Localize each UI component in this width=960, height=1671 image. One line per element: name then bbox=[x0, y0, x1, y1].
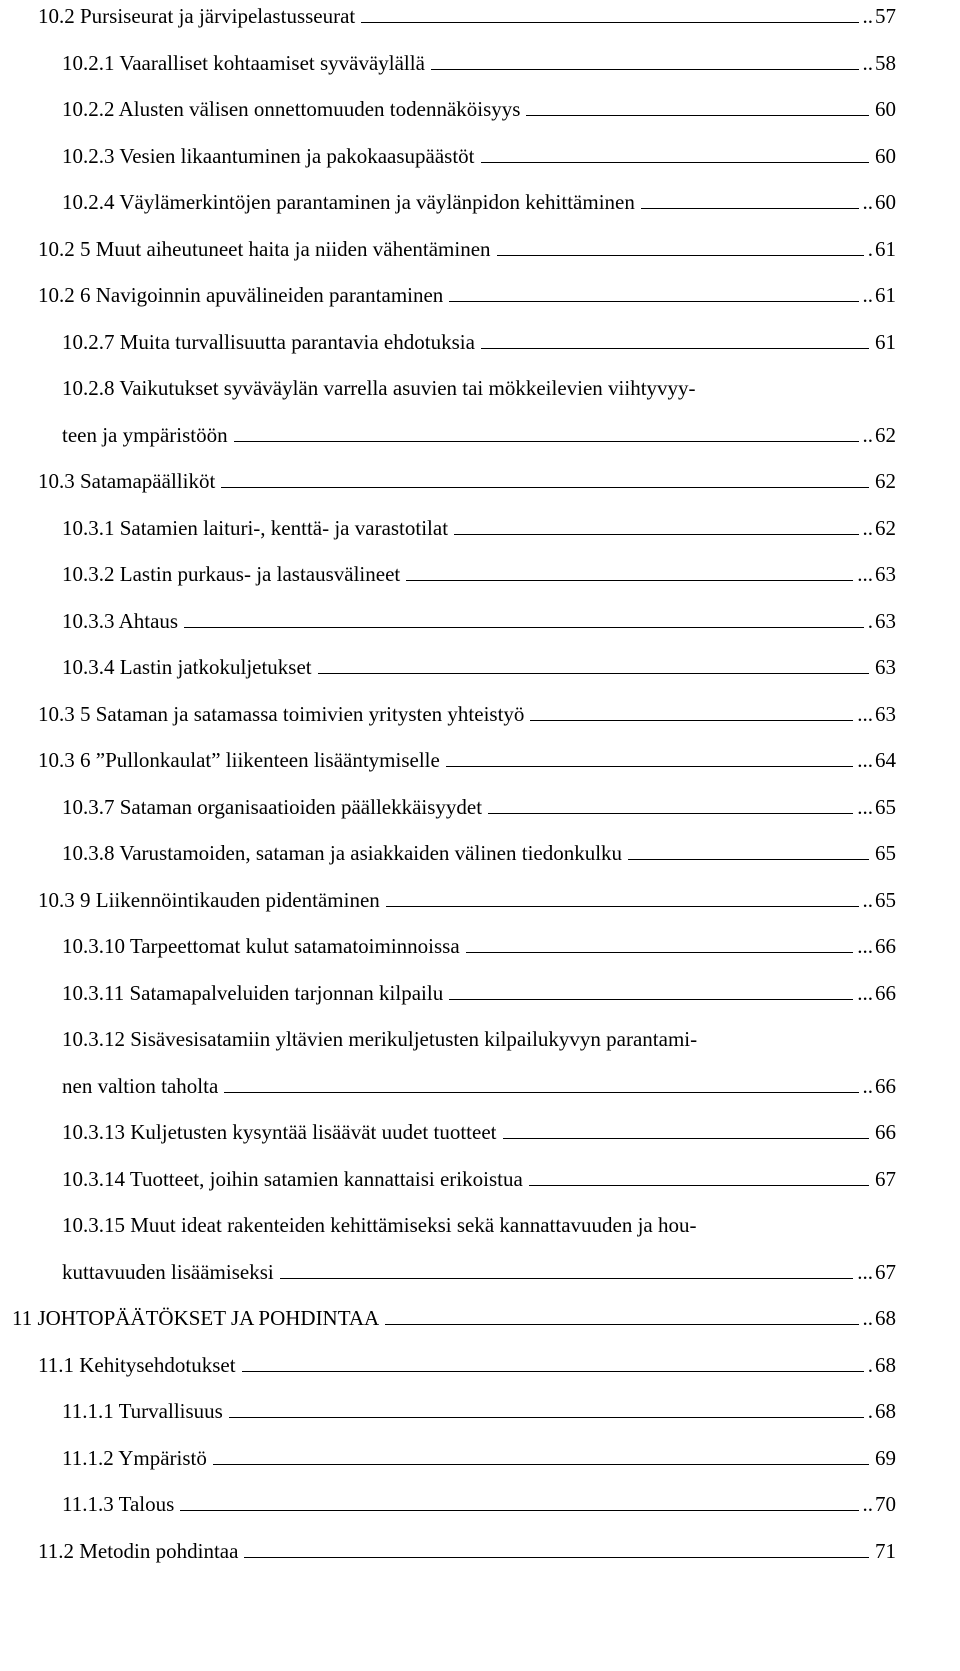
toc-entry-title: 11.1 Kehitysehdotukset bbox=[38, 1352, 236, 1377]
toc-entry-title: 10.3 6 ”Pullonkaulat” liikenteen lisääntymiselle bbox=[38, 748, 440, 772]
toc-entry-title: 10.2 5 Muut aiheutuneet haita ja niiden vähentäminen bbox=[38, 236, 491, 261]
toc-entry-page-number: 66 bbox=[875, 934, 896, 958]
toc-entry-page-number: 65 bbox=[875, 794, 896, 819]
toc-entry-dots: ... bbox=[857, 748, 873, 772]
toc-leader-line bbox=[529, 1185, 869, 1186]
toc-entry-dots: .. bbox=[862, 50, 873, 75]
toc-entry-title: 10.3.11 Satamapalveluiden tarjonnan kilpailu bbox=[62, 980, 444, 1005]
toc-entry-title: 10.2.3 Vesien likaantuminen ja pakokaasupäästöt bbox=[62, 143, 475, 168]
toc-entry-page-number: 67 bbox=[875, 1166, 896, 1191]
toc-entry-dots: .. bbox=[862, 283, 873, 307]
toc-entry-title: 10.3.13 Kuljetusten kysyntää lisäävät uudet tuotteet bbox=[62, 1120, 497, 1144]
toc-entry-dots: .. bbox=[862, 1492, 873, 1516]
toc-entry-title: 10.3.7 Sataman organisaatioiden päällekkäisyydet bbox=[62, 794, 483, 819]
toc-entry-page-number: 60 bbox=[875, 190, 896, 214]
toc-entry-title: nen valtion taholta bbox=[62, 1073, 219, 1098]
toc-leader-line bbox=[526, 115, 869, 116]
toc-entry-page-number: 62 bbox=[875, 422, 896, 447]
toc-entry-page-number: 58 bbox=[875, 50, 896, 75]
toc-entry-title: 10.3.8 Varustamoiden, sataman ja asiakkaiden välinen tiedonkulku bbox=[62, 841, 623, 865]
toc-entry-page-number: 62 bbox=[875, 515, 896, 540]
toc-entry-title: 10.3.2 Lastin purkaus- ja lastausvälineet bbox=[62, 562, 401, 586]
toc-entry-page-number: 63 bbox=[875, 701, 896, 726]
toc-entry-page-number: 66 bbox=[875, 980, 896, 1005]
toc-entry-title: 10.3 Satamapäälliköt bbox=[38, 469, 216, 493]
toc-entry-page-number: 69 bbox=[875, 1445, 896, 1470]
toc-entry-page-number: 66 bbox=[875, 1120, 896, 1144]
toc-leader-line bbox=[224, 1092, 858, 1093]
toc-leader-line bbox=[234, 441, 859, 442]
toc-entry-title: 10.2.1 Vaaralliset kohtaamiset syväväylällä bbox=[62, 50, 425, 75]
toc-entry-dots: . bbox=[867, 236, 873, 261]
toc-leader-line bbox=[180, 1510, 858, 1511]
toc-leader-line bbox=[503, 1138, 870, 1139]
toc-entry-title: 10.3 9 Liikennöintikauden pidentäminen bbox=[38, 887, 380, 912]
toc-entry-page-number: 68 bbox=[875, 1306, 896, 1330]
toc-entry-dots: .. bbox=[862, 887, 873, 912]
toc-entry-dots: ... bbox=[857, 1259, 873, 1284]
toc-entry-title: 11 JOHTOPÄÄTÖKSET JA POHDINTAA bbox=[12, 1306, 380, 1330]
toc-entry-page-number: 65 bbox=[875, 887, 896, 912]
toc-entry-title: 11.1.3 Talous bbox=[62, 1492, 175, 1516]
toc-entry-title: 11.2 Metodin pohdintaa bbox=[38, 1538, 239, 1563]
toc-entry-dots: . bbox=[867, 1352, 873, 1377]
toc-entry-title-wrapped: 10.3.12 Sisävesisatamiin yltävien merikuljetusten kilpailukyvyn parantami- bbox=[62, 1027, 698, 1051]
toc-leader-line bbox=[454, 534, 858, 535]
toc-entry-page-number: 71 bbox=[875, 1538, 896, 1563]
toc-entry-title: 10.2 Pursiseurat ja järvipelastusseurat bbox=[38, 4, 356, 28]
toc-entry-dots: ... bbox=[857, 794, 873, 819]
toc-leader-line bbox=[497, 255, 864, 256]
toc-entry-title: 11.1.1 Turvallisuus bbox=[62, 1399, 223, 1423]
toc-entry-page-number: 68 bbox=[875, 1352, 896, 1377]
toc-leader-line bbox=[242, 1371, 864, 1372]
toc-entry-page-number: 60 bbox=[875, 97, 896, 121]
toc-entry-title: 10.2 6 Navigoinnin apuvälineiden parantaminen bbox=[38, 283, 444, 307]
toc-entry-page-number: 60 bbox=[875, 143, 896, 168]
toc-entry-page-number: 65 bbox=[875, 841, 896, 865]
toc-entry-dots: .. bbox=[862, 4, 873, 28]
toc-entry-title: 10.2.2 Alusten välisen onnettomuuden todennäköisyys bbox=[62, 97, 521, 121]
toc-leader-line bbox=[221, 487, 869, 488]
toc-leader-line bbox=[446, 766, 853, 767]
toc-entry-dots: .. bbox=[862, 1073, 873, 1098]
toc-leader-line bbox=[280, 1278, 854, 1279]
toc-leader-line bbox=[628, 859, 869, 860]
toc-entry-page-number: 67 bbox=[875, 1259, 896, 1284]
toc-entry-title: 10.3.1 Satamien laituri-, kenttä- ja varastotilat bbox=[62, 515, 449, 540]
toc-entry-title: 10.2.7 Muita turvallisuutta parantavia ehdotuksia bbox=[62, 329, 475, 354]
toc-entry-page-number: 61 bbox=[875, 236, 896, 261]
toc-leader-line bbox=[431, 69, 859, 70]
toc-leader-line bbox=[449, 301, 858, 302]
toc-entry-page-number: 66 bbox=[875, 1073, 896, 1098]
toc-entry-title: 10.3.3 Ahtaus bbox=[62, 608, 179, 633]
toc-leader-line bbox=[386, 906, 859, 907]
toc-entry-title: 10.3.4 Lastin jatkokuljetukset bbox=[62, 655, 312, 679]
toc-entry-page-number: 63 bbox=[875, 608, 896, 633]
toc-leader-line bbox=[318, 673, 869, 674]
toc-leader-line bbox=[449, 999, 853, 1000]
toc-leader-line bbox=[481, 348, 869, 349]
toc-entry-dots: ... bbox=[857, 562, 873, 586]
toc-leader-line bbox=[488, 813, 853, 814]
toc-entry-dots: . bbox=[867, 1399, 873, 1423]
toc-leader-line bbox=[184, 627, 864, 628]
toc-leader-line bbox=[385, 1324, 858, 1325]
toc-entry-title: 10.3.14 Tuotteet, joihin satamien kannattaisi erikoistua bbox=[62, 1166, 523, 1191]
toc-entry-dots: . bbox=[867, 608, 873, 633]
toc-entry-dots: ... bbox=[857, 980, 873, 1005]
toc-leader-line bbox=[641, 208, 859, 209]
toc-entry-page-number: 64 bbox=[875, 748, 896, 772]
toc-leader-line bbox=[481, 162, 869, 163]
toc-leader-line bbox=[361, 22, 858, 23]
toc-entry-dots: .. bbox=[862, 515, 873, 540]
toc-entry-title-wrapped: 10.2.8 Vaikutukset syväväylän varrella asuvien tai mökkeilevien viihtyvyy- bbox=[62, 376, 696, 400]
toc-entry-page-number: 63 bbox=[875, 655, 896, 679]
toc-leader-line bbox=[466, 952, 854, 953]
toc-entry-title: kuttavuuden lisäämiseksi bbox=[62, 1259, 274, 1284]
toc-entry-page-number: 61 bbox=[875, 329, 896, 354]
toc-leader-line bbox=[213, 1464, 869, 1465]
toc-entry-dots: ... bbox=[857, 934, 873, 958]
toc-entry-title: 10.3 5 Sataman ja satamassa toimivien yritysten yhteistyö bbox=[38, 701, 525, 726]
toc-leader-line bbox=[244, 1557, 869, 1558]
toc-entry-title: 10.2.4 Väylämerkintöjen parantaminen ja väylänpidon kehittäminen bbox=[62, 190, 635, 214]
toc-entry-title-wrapped: 10.3.15 Muut ideat rakenteiden kehittämiseksi sekä kannattavuuden ja hou- bbox=[62, 1213, 697, 1237]
toc-entry-dots: .. bbox=[862, 422, 873, 447]
toc-entry-title: 11.1.2 Ympäristö bbox=[62, 1445, 207, 1470]
toc-entry-dots: .. bbox=[862, 190, 873, 214]
toc-entry-page-number: 70 bbox=[875, 1492, 896, 1516]
toc-entry-title: 10.3.10 Tarpeettomat kulut satamatoiminnoissa bbox=[62, 934, 460, 958]
toc-entry-page-number: 61 bbox=[875, 283, 896, 307]
toc-entry-page-number: 62 bbox=[875, 469, 896, 493]
toc-entry-page-number: 57 bbox=[875, 4, 896, 28]
toc-entry-dots: ... bbox=[857, 701, 873, 726]
toc-entry-page-number: 68 bbox=[875, 1399, 896, 1423]
toc-entry-dots: .. bbox=[862, 1306, 873, 1330]
toc-leader-line bbox=[229, 1417, 864, 1418]
toc-entry-title: teen ja ympäristöön bbox=[62, 422, 228, 447]
toc-entry-page-number: 63 bbox=[875, 562, 896, 586]
toc-leader-line bbox=[406, 580, 853, 581]
toc-leader-line bbox=[530, 720, 853, 721]
